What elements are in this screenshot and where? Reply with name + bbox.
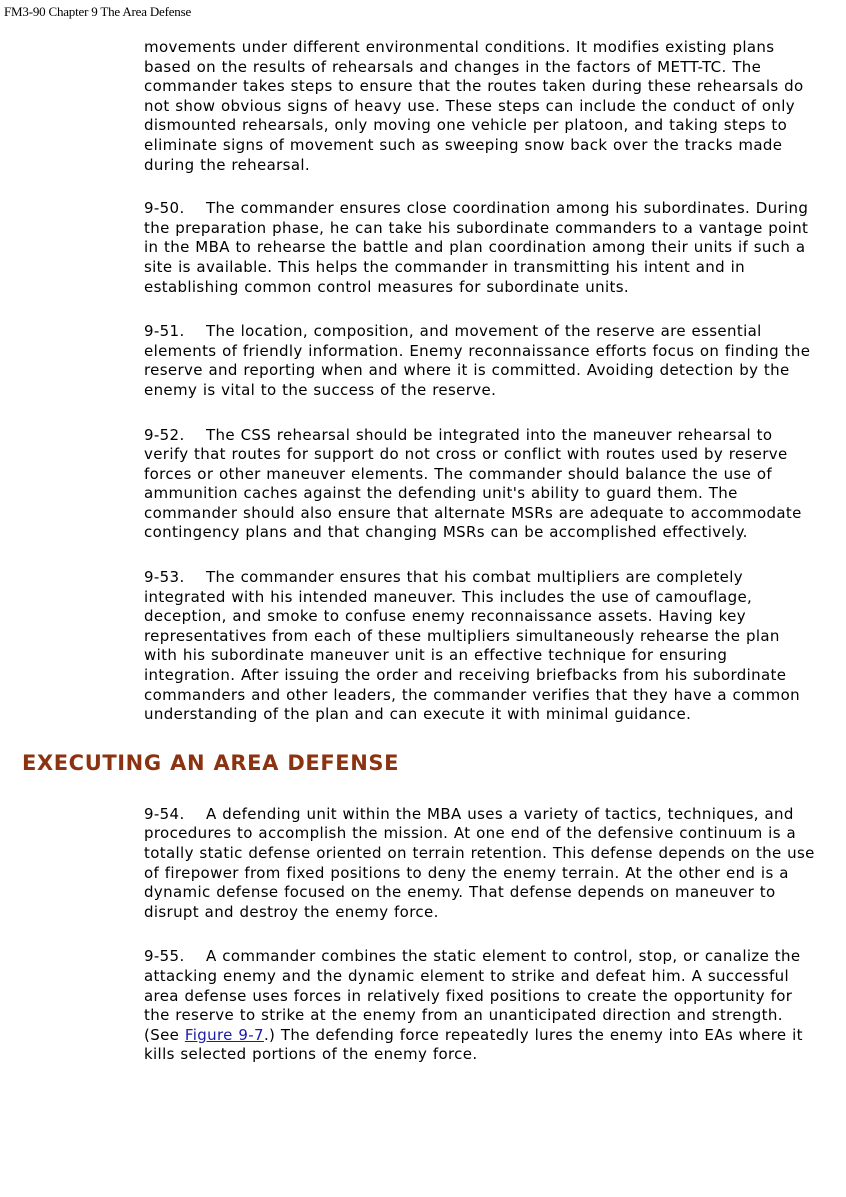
paragraph-9-54 — [144, 805, 816, 923]
paragraph-number: 9-52. — [144, 425, 185, 444]
paragraph-number: 9-50. — [144, 199, 185, 218]
paragraph-9-50 — [144, 199, 816, 297]
paragraph-continued: movements under different environmental conditions. It modifies existing plans based on the results of rehearsals and changes in the factors of METT-TC. The commander takes steps to ensure that the routes taken during these rehearsals do not show obvious signs of heavy use. These steps can include the conduct of only dismounted rehearsals, only moving one vehicle per platoon, and taking steps to eliminate signs of movement such as sweeping snow back over the tracks made during the rehearsal. — [144, 38, 804, 174]
paragraph-number: 9-53. — [144, 568, 185, 587]
paragraph-9-55 — [144, 947, 816, 1065]
section-heading: EXECUTING AN AREA DEFENSE — [22, 750, 400, 775]
paragraph-9-53 — [144, 568, 816, 725]
paragraph-text: A defending unit within the MBA uses a variety of tactics, techniques, and procedures to accomplish the mission. At one end of the defensive continuum is a totally static defense oriented on terrain retention. This defense depends on the use of firepower from fixed positions to deny the enemy terrain. At the other end is a dynamic defense focused on the enemy. That defense depends on maneuver to disrupt and destroy the enemy force. — [144, 804, 815, 921]
document-body — [22, 38, 816, 1090]
running-header: FM3-90 Chapter 9 The Area Defense — [4, 4, 192, 19]
paragraph-text: The commander ensures that his combat multipliers are completely integrated with his intended maneuver. This includes the use of camouflage, deception, and smoke to confuse enemy reconnaissance assets. Having key representatives from each of these multipliers simultaneously rehearse the plan with his subordinate maneuver unit is an effective technique for ensuring integration. After issuing the order and receiving briefbacks from his subordinate commanders and other leaders, the commander verifies that they have a common understanding of the plan and can execute it with minimal guidance. — [144, 568, 800, 724]
paragraph-text-before-link: A commander combines the static element to control, stop, or canalize the attacking enemy and the dynamic element to strike and defeat him. A successful area defense uses forces in relatively fixed positions to create the opportunity for the reserve to strike at the enemy from an unanticipated direction and strength. (See — [144, 947, 801, 1044]
paragraph-9-51 — [144, 322, 816, 400]
paragraph-9-52 — [144, 426, 816, 544]
paragraph-text: The location, composition, and movement of the reserve are essential elements of friendly information. Enemy reconnaissance efforts focus on finding the reserve and reporting when and where it is committed. Avoiding detection by the enemy is vital to the success of the reserve. — [144, 322, 811, 399]
paragraph-text: The CSS rehearsal should be integrated into the maneuver rehearsal to verify that routes for support do not cross or conflict with routes used by reserve forces or other maneuver elements. The commander should balance the use of ammunition caches against the defending unit's ability to guard them. The commander should also ensure that alternate MSRs are adequate to accommodate contingency plans and that changing MSRs can be accomplished effectively. — [144, 425, 802, 542]
paragraph-text-after-link: .) The defending force repeatedly lures the enemy into EAs where it kills selected portions of the enemy force. — [144, 1025, 803, 1064]
paragraph-number: 9-55. — [144, 947, 185, 966]
paragraph-number: 9-51. — [144, 322, 185, 341]
paragraph-number: 9-54. — [144, 804, 185, 823]
figure-9-7-link[interactable]: Figure 9-7 — [184, 1025, 264, 1044]
paragraph-text: The commander ensures close coordination among his subordinates. During the preparation phase, he can take his subordinate commanders to a vantage point in the MBA to rehearse the battle and plan coordination among their units if such a site is available. This helps the commander in transmitting his intent and in establishing common control measures for subordinate units. — [144, 199, 809, 296]
